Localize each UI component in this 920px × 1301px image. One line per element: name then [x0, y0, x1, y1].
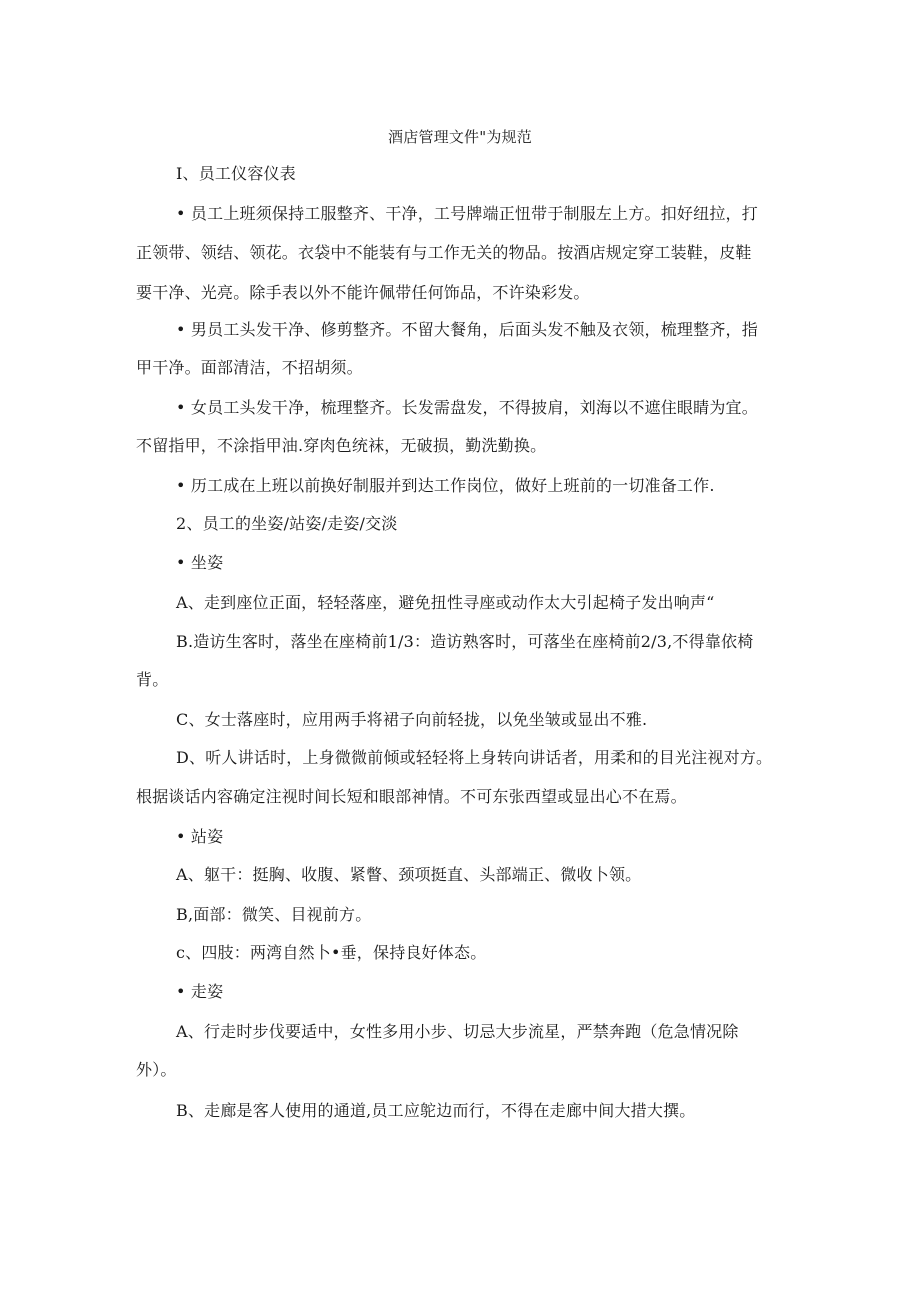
section-heading-2: 2、员工的坐姿/站姿/走姿/交淡	[176, 514, 398, 533]
paragraph-line: 甲干净。面部清洁，不招胡须。	[136, 358, 363, 377]
paragraph-line: 外）。	[136, 1060, 177, 1079]
document-title: 酒店管理文件"为规范	[388, 128, 532, 146]
paragraph-line: A、走到座位正面，轻轻落座，避免扭性寻座或动作太大引起椅子发出响声“	[176, 593, 715, 612]
paragraph-line: B、走廊是客人使用的通道,员工应鸵边而行，不得在走廊中间大措大撰。	[176, 1101, 696, 1120]
section-heading-1: I、员工仪容仪表	[176, 164, 296, 183]
paragraph-line: • 员工上班须保持工服整齐、干净，工号牌端正忸带于制服左上方。扣好纽拉，打	[176, 204, 758, 223]
paragraph-line: A、躯干：挺胸、收腹、紧瞥、颈项挺直、头部端正、微收卜领。	[176, 865, 642, 884]
paragraph-line: • 女员工头发干净，梳理整齐。长发需盘发，不得披肩，刘海以不遮住眼睛为宜。	[176, 398, 758, 417]
paragraph-line: B,面部：微笑、目视前方。	[176, 905, 372, 924]
subheading-sitting: • 坐姿	[176, 553, 224, 572]
paragraph-line: 正领带、领结、领花。衣袋中不能装有与工作无关的物品。按酒店规定穿工装鞋，皮鞋	[136, 243, 752, 262]
paragraph-line: C、女士落座时，应用两手将裙子向前轻拢，以免坐皱或显出不雅.	[176, 710, 648, 729]
paragraph-line: 不留指甲，不涂指甲油.穿肉色统袜，无破损，勤洗勤换。	[136, 436, 547, 455]
paragraph-line: B.造访生客时，落坐在座椅前1/3：造访熟客时，可落坐在座椅前2/3,不得靠依椅	[176, 632, 754, 651]
subheading-standing: • 站姿	[176, 827, 224, 846]
paragraph-line: c、四肢：两湾自然卜•垂，保持良好体态。	[176, 943, 487, 962]
paragraph-line: • 历工成在上班以前换好制服并到达工作岗位，做好上班前的一切准备工作.	[176, 476, 715, 495]
paragraph-line: D、听人讲话时，上身微微前倾或轻轻将上身转向讲话者，用柔和的目光注视对方。	[176, 748, 773, 767]
paragraph-line: • 男员工头发干净、修剪整齐。不留大餐角，后面头发不触及衣领，梳理整齐，指	[176, 320, 758, 339]
paragraph-line: 要干净、光亮。除手表以外不能许佩带任何饰品，不许染彩发。	[136, 283, 590, 302]
paragraph-line: 背。	[136, 670, 169, 689]
paragraph-line: A、行走时步伐要适中，女性多用小步、切忌大步流星，严禁奔跑（危急情况除	[176, 1022, 739, 1041]
paragraph-line: 根据谈话内容确定注视时间长短和眼部神情。不可东张西望或显出心不在焉。	[136, 787, 687, 806]
subheading-walking: • 走姿	[176, 982, 224, 1001]
